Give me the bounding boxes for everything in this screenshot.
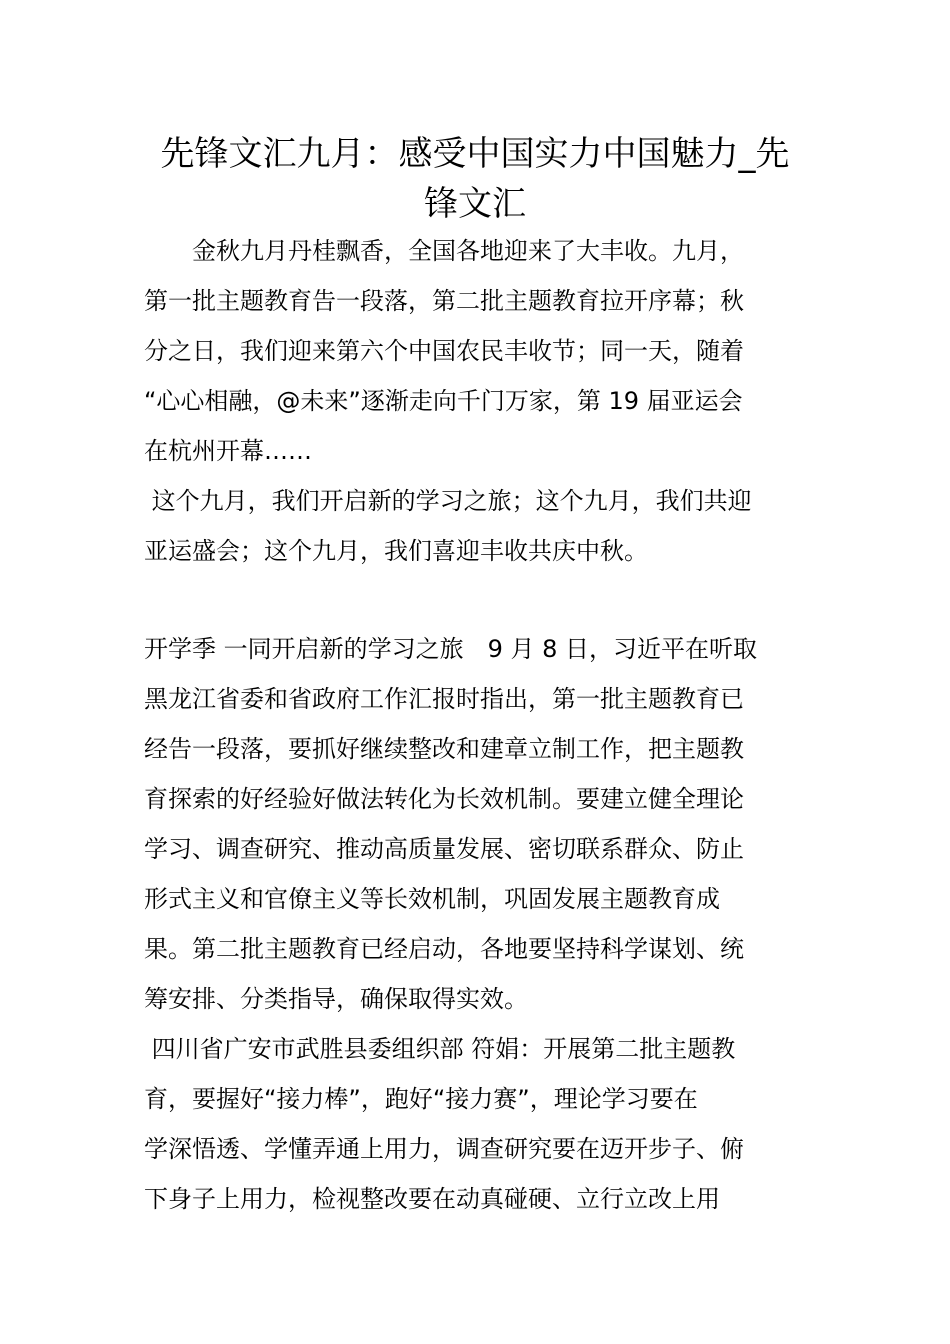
paragraph-line: 开学季 一同开启新的学习之旅 9 月 8 日，习近平在听取 [144,635,758,663]
paragraph-line: 学深悟透、学懂弄通上用力，调查研究要在迈开步子、俯 [144,1135,744,1163]
document-title-line-1: 先锋文汇九月：感受中国实力中国魅力_先 [160,134,790,174]
paragraph-line: 这个九月，我们开启新的学习之旅；这个九月，我们共迎 [144,487,752,515]
paragraph-line: 果。第二批主题教育已经启动，各地要坚持科学谋划、统 [144,935,744,963]
paragraph-line: 形式主义和官僚主义等长效机制，巩固发展主题教育成 [144,885,720,913]
paragraph-line: 学习、调查研究、推动高质量发展、密切联系群众、防止 [144,835,744,863]
paragraph-line: 经告一段落，要抓好继续整改和建章立制工作，把主题教 [144,735,744,763]
document-title-line-2: 锋文汇 [424,184,526,224]
paragraph-line: 四川省广安市武胜县委组织部 符娟：开展第二批主题教 [144,1035,736,1063]
paragraph-line: 金秋九月丹桂飘香，全国各地迎来了大丰收。九月， [144,237,744,265]
paragraph-line: 育探索的好经验好做法转化为长效机制。要建立健全理论 [144,785,744,813]
paragraph-line: “心心相融，@未来”逐渐走向千门万家，第 19 届亚运会 [144,387,743,415]
paragraph-line: 下身子上用力，检视整改要在动真碰硬、立行立改上用 [144,1185,720,1213]
paragraph-line: 黑龙江省委和省政府工作汇报时指出，第一批主题教育已 [144,685,744,713]
paragraph-line: 育，要握好“接力棒”，跑好“接力赛”，理论学习要在 [144,1085,698,1113]
paragraph-line: 筹安排、分类指导，确保取得实效。 [144,985,528,1013]
paragraph-line: 第一批主题教育告一段落，第二批主题教育拉开序幕；秋 [144,287,744,315]
paragraph-line: 在杭州开幕…… [144,437,312,465]
paragraph-line: 分之日，我们迎来第六个中国农民丰收节；同一天，随着 [144,337,744,365]
paragraph-line: 亚运盛会；这个九月，我们喜迎丰收共庆中秋。 [144,537,648,565]
